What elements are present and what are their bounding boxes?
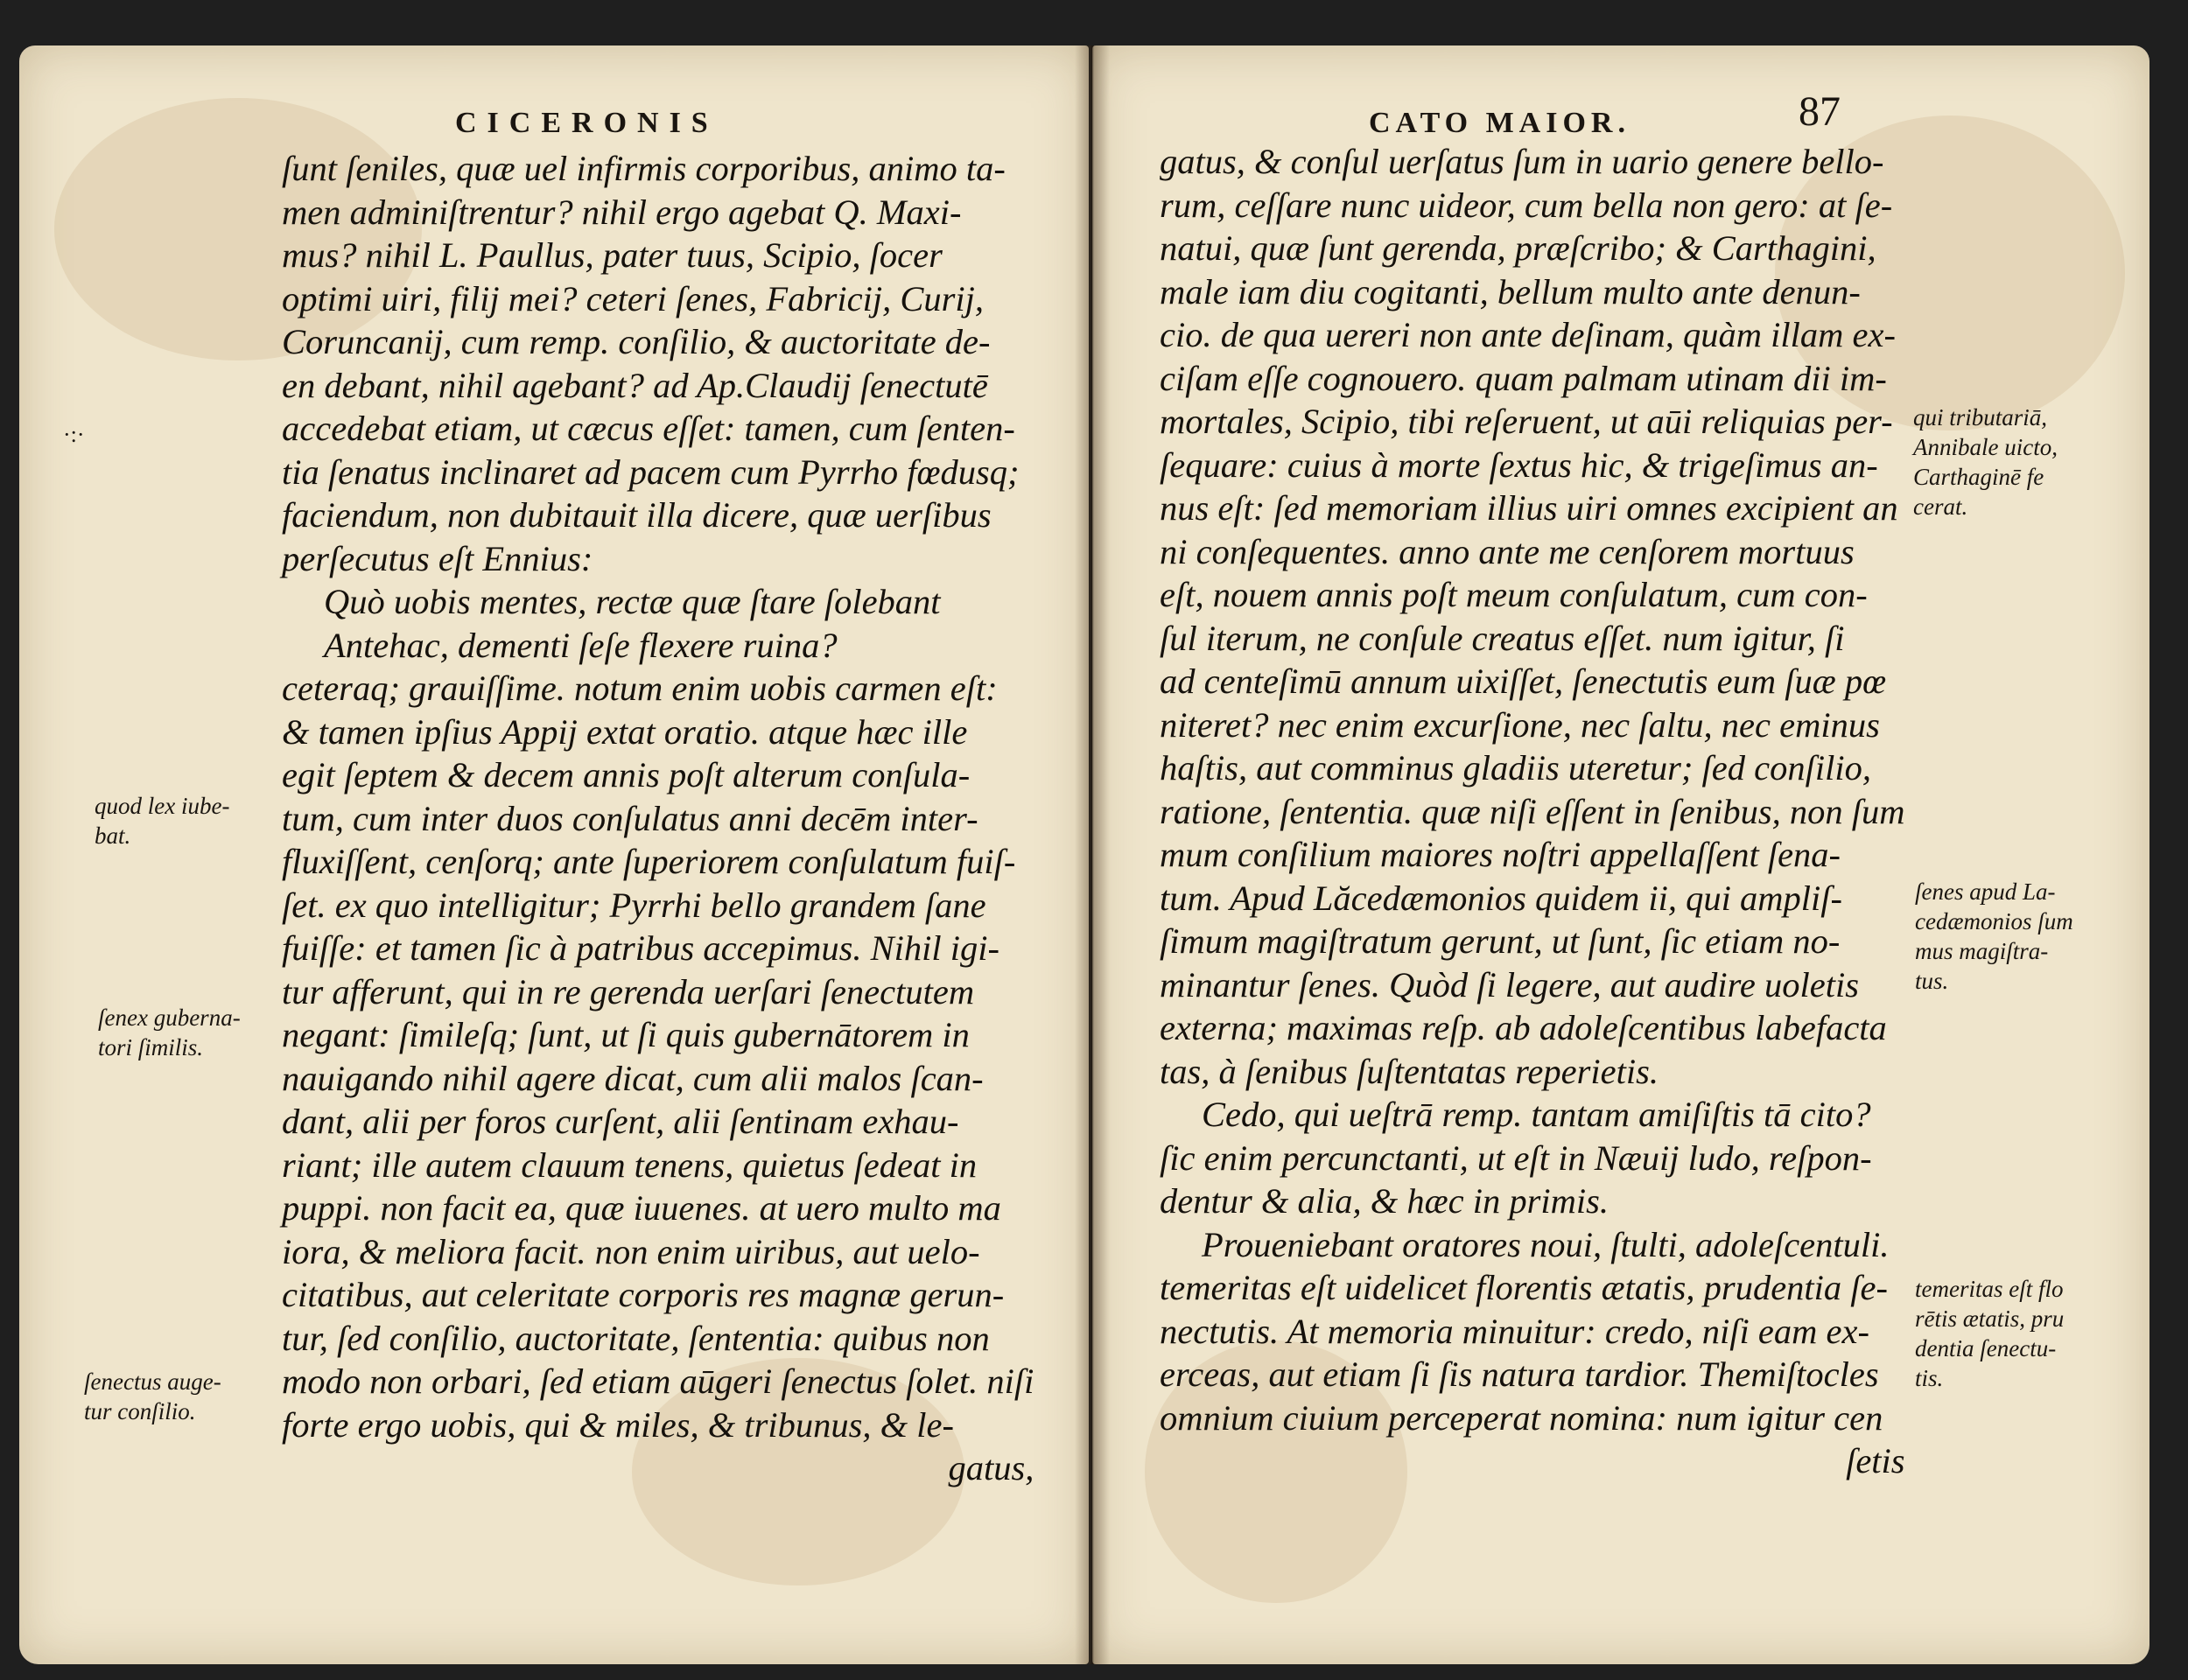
text-line: ſequare: cuius à morte ſextus hic, & trigeſimus an- [1160, 444, 1878, 485]
text-line: dant, alii per foros curſent, alii ſentinam exhau- [282, 1102, 959, 1141]
marginal-line: bat. [95, 822, 131, 849]
text-line: dentur & alia, & hæc in primis. [1160, 1181, 1609, 1221]
text-line: accedebat etiam, ut cæcus eſſet: tamen, cum ſenten- [282, 409, 1015, 448]
text-line: minantur ſenes. Quòd ſi legere, aut audire uoletis [1160, 964, 1860, 1004]
text-line: ſimum magiſtratum gerunt, ut ſunt, ſic etiam no- [1160, 921, 1841, 961]
marginal-note [84, 1367, 221, 1426]
marginal-line: ſenectus auge- [84, 1368, 221, 1395]
marginal-line: Annibale uicto, [1913, 434, 2058, 460]
text-line: & tamen ipſius Appij extat oratio. atque hæc ille [282, 711, 968, 752]
text-line: gatus, & conſul uerſatus ſum in uario genere bello- [1160, 142, 1884, 181]
text-line: puppi. non facit ea, quæ iuuenes. at uero multo ma [282, 1188, 1001, 1228]
text-line: faciendum, non dubitauit illa dicere, quæ uerſibus [282, 495, 992, 535]
catchword: ſetis [1846, 1441, 1905, 1480]
text-line: Proueniebant oratores noui, ſtulti, adoleſcentuli. [1202, 1224, 1890, 1264]
text-line: ciſam eſſe cognouero. quam palmam utinam dii im- [1160, 358, 1887, 398]
text-line: men adminiſtrentur? nihil ergo agebat Q. Maxi- [282, 192, 962, 232]
text-line: ceteraq; grauiſſime. notum enim uobis carmen eſt: [282, 668, 998, 708]
text-line: rum, ceſſare nunc uideor, cum bella non gero: at ſe- [1160, 185, 1893, 225]
running-head-right: CATO MAIOR. [1369, 107, 1630, 139]
text-line: en debant, nihil agebant? ad Ap.Claudij ſenectutē [282, 365, 988, 405]
text-line: ſet. ex quo intelligitur; Pyrrhi bello grandem ſane [282, 885, 986, 925]
text-line: eſt, nouem annis poſt meum conſulatum, cum con- [1160, 575, 1868, 614]
book-gutter [1075, 46, 1110, 1664]
running-head-left: CICERONIS [455, 107, 719, 139]
marginal-note [1915, 1274, 2064, 1393]
text-line: riant; ille autem clauum tenens, quietus ſedeat in [282, 1144, 978, 1185]
text-line: citatibus, aut celeritate corporis res magnæ gerun- [282, 1275, 1005, 1314]
text-line: mortales, Scipio, tibi reſeruent, ut aūi reliquias per- [1160, 402, 1893, 441]
text-line: male iam diu cogitanti, bellum multo ante denun- [1160, 271, 1861, 312]
text-line: Coruncanij, cum remp. conſilio, & auctoritate de- [282, 322, 991, 361]
marginal-line: ſenex guberna- [98, 1004, 241, 1031]
marginal-line: tur conſilio. [84, 1398, 196, 1424]
marginal-line: rētis ætatis, pru [1915, 1306, 2065, 1332]
text-line: tur afferunt, qui in re gerenda uerſari ſenectutem [282, 971, 975, 1012]
marginal-line: mus magiſtra- [1915, 938, 2049, 964]
text-line: tum. Apud Lăcedæmonios quidem ii, qui ampliſ- [1160, 878, 1842, 918]
right-page-text [1160, 140, 1905, 1483]
text-line: fluxiſſent, cenſorq; ante ſuperiorem conſulatum fuiſ- [282, 842, 1016, 881]
marginal-line: tus. [1915, 968, 1949, 994]
text-line: ni conſequentes. anno ante me cenſorem mortuus [1160, 531, 1855, 571]
text-line: negant: ſimileſq; ſunt, ut ſi quis gubernātorem in [282, 1015, 970, 1054]
text-line: ſunt ſeniles, quæ uel infirmis corporibus, animo ta- [282, 149, 1006, 188]
text-line: mum conſilium maiores noſtri appellaſſent ſena- [1160, 835, 1841, 874]
text-line: tia ſenatus inclinaret ad pacem cum Pyrrho fœdusq; [282, 452, 1020, 492]
text-line: nus eſt: ſed memoriam illius uiri omnes excipient an [1160, 488, 1898, 528]
marginal-line: tis. [1915, 1365, 1944, 1391]
text-line: externa; maximas reſp. ab adoleſcentibus labefacta [1160, 1008, 1887, 1047]
marginal-note [1913, 402, 2058, 522]
catchword: gatus, [948, 1448, 1034, 1488]
marginal-line: Carthaginē fe [1913, 464, 2044, 490]
left-page-text [282, 147, 1034, 1490]
marginal-note [95, 791, 229, 850]
marginal-line: temeritas eſt flo [1915, 1276, 2064, 1302]
marginal-line: ſenes apud La- [1915, 878, 2056, 905]
marginal-line: cedæmonios ſum [1915, 908, 2073, 934]
text-line: haſtis, aut comminus gladiis uteretur; ſed conſilio, [1160, 748, 1871, 788]
text-line: tum, cum inter duos conſulatus anni decēm inter- [282, 798, 978, 838]
marginal-line: dentia ſenectu- [1915, 1335, 2057, 1362]
marginal-note [1915, 877, 2073, 996]
text-line: ad centeſimū annum uixiſſet, ſenectutis eum ſuæ pœ [1160, 662, 1887, 701]
text-line: perſecutus eſt Ennius: [282, 538, 593, 578]
text-line: tas, à ſenibus ſuſtentatas reperietis. [1160, 1051, 1659, 1091]
marginal-note [98, 1003, 241, 1062]
text-line: ſul iterum, ne conſule creatus eſſet. num igitur, ſi [1160, 618, 1845, 658]
text-line: fuiſſe: et tamen ſic à patribus accepimus. Nihil igi- [282, 928, 1000, 968]
text-line: nectutis. At memoria minuitur: credo, niſi eam ex- [1160, 1311, 1869, 1351]
text-line: optimi uiri, filij mei? ceteri ſenes, Fabricij, Curij, [282, 278, 985, 318]
text-line: ſic enim percunctanti, ut eſt in Næuij ludo, reſpon- [1160, 1138, 1872, 1178]
marginal-line: cerat. [1913, 494, 1968, 520]
marginal-line: qui tributariā, [1913, 404, 2048, 430]
marginal-line: quod lex iube- [95, 793, 230, 819]
text-line: ratione, ſententia. quæ niſi eſſent in ſenibus, non ſum [1160, 791, 1905, 831]
margin-mark: ·:· [63, 422, 85, 447]
verse-line: Antehac, dementi ſeſe flexere ruina? [324, 625, 838, 665]
text-line: tur, ſed conſilio, auctoritate, ſententia: quibus non [282, 1318, 990, 1358]
text-line: egit ſeptem & decem annis poſt alterum conſula- [282, 755, 971, 794]
verse-line: Quò uobis mentes, rectæ quæ ſtare ſolebant [324, 582, 941, 621]
text-line: mus? nihil L. Paullus, pater tuus, Scipio, ſocer [282, 235, 943, 275]
folio-number: 87 [1799, 88, 1841, 135]
text-line: erceas, aut etiam ſi ſis natura tardior. Themiſtocles [1160, 1354, 1879, 1394]
text-line: cio. de qua uereri non ante deſinam, quàm illam ex- [1160, 315, 1896, 354]
text-line: niteret? nec enim excurſione, nec ſaltu, nec eminus [1160, 704, 1880, 745]
text-line: modo non orbari, ſed etiam aūgeri ſenectus ſolet. niſi [282, 1362, 1034, 1401]
text-line: temeritas eſt uidelicet florentis ætatis, prudentia ſe- [1160, 1268, 1889, 1307]
text-line: iora, & meliora facit. non enim uiribus, aut uelo- [282, 1231, 980, 1271]
text-line: natui, quæ ſunt gerenda, præſcribo; & Carthagini, [1160, 228, 1876, 268]
marginal-line: tori ſimilis. [98, 1034, 204, 1060]
text-line: forte ergo uobis, qui & miles, & tribunus, & le- [282, 1404, 954, 1445]
text-line: omnium ciuium perceperat nomina: num igitur cen [1160, 1397, 1883, 1438]
text-line: nauigando nihil agere dicat, cum alii malos ſcan- [282, 1058, 984, 1098]
text-line: Cedo, qui ueſtrā remp. tantam amiſiſtis tā cito? [1202, 1095, 1871, 1134]
